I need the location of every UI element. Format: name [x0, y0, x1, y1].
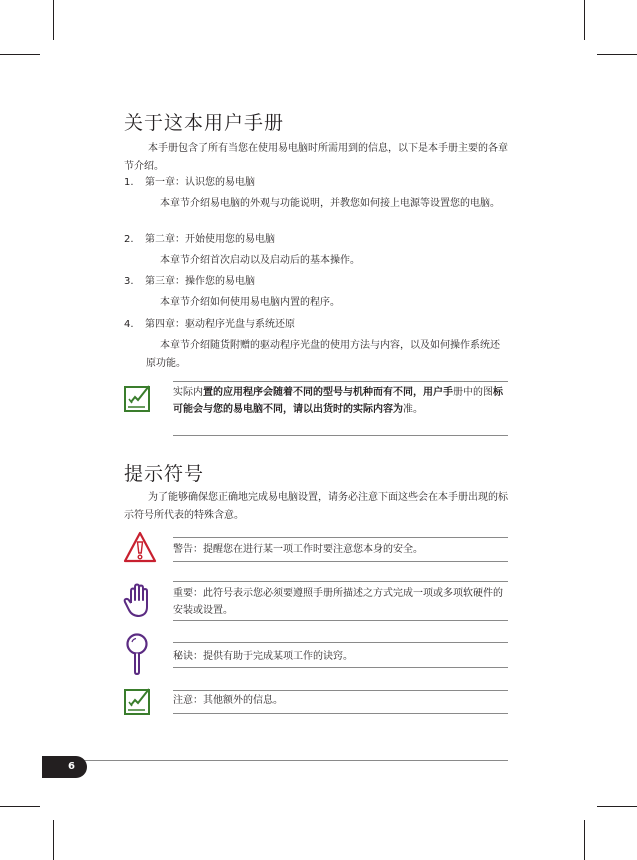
about-intro: 本手册包含了所有当您在使用易电脑时所需用到的信息，以下是本手册主要的各章节介绍。	[124, 143, 508, 172]
chapter-desc: 本章节介绍易电脑的外观与功能说明，并教您如何接上电源等设置您的电脑。	[160, 198, 500, 209]
crop-mark	[597, 806, 637, 807]
crop-mark	[0, 806, 40, 807]
symbol-text: 秘诀：提供有助于完成某项工作的诀窍。	[173, 651, 353, 662]
page-number: 6	[42, 756, 87, 778]
chapter-desc: 本章节介绍如何使用易电脑内置的程序。	[160, 297, 340, 308]
chapter-title: 第三章：操作您的易电脑	[145, 276, 255, 287]
chapter-item	[124, 231, 508, 249]
magnifier-icon	[124, 632, 152, 676]
symbol-text: 警告：提醒您在进行某一项工作时要注意您本身的安全。	[173, 544, 423, 555]
chapter-desc: 本章节介绍首次启动以及启动后的基本操作。	[160, 255, 360, 266]
divider	[173, 435, 508, 436]
symbol-text: 重要：此符号表示您必须要遵照手册所描述之方式完成一项或多项软硬件的安装或设置。	[173, 588, 503, 616]
crop-mark	[0, 54, 40, 55]
divider	[173, 537, 508, 538]
divider	[173, 642, 508, 643]
crop-mark	[584, 820, 585, 860]
divider	[173, 581, 508, 582]
divider	[173, 561, 508, 562]
note-text: 实际内置的应用程序会随着不同的型号与机种而有不同，用户手册中的图标可能会与您的易电脑不同，请以出货时的实际内容为准。	[173, 387, 503, 415]
section-title-about: 关于这本用户手册	[124, 112, 285, 134]
chapter-number: 3.	[124, 276, 134, 287]
symbols-intro: 为了能够确保您正确地完成易电脑设置，请务必注意下面这些会在本手册出现的标示符号所代表的特殊含意。	[124, 492, 508, 521]
hand-icon	[123, 581, 153, 621]
chapter-title: 第四章：驱动程序光盘与系统还原	[145, 319, 295, 330]
section-title-symbols: 提示符号	[124, 463, 205, 485]
crop-mark	[584, 0, 585, 40]
divider	[173, 381, 508, 382]
chapter-number: 1.	[124, 177, 134, 188]
chapter-desc: 本章节介绍随货附赠的驱动程序光盘的使用方法与内容，以及如何操作系统还原功能。	[146, 340, 500, 369]
divider	[173, 690, 508, 691]
note-icon	[123, 686, 153, 716]
chapter-number: 2.	[124, 234, 134, 245]
chapter-item	[124, 273, 508, 291]
chapter-title: 第一章：认识您的易电脑	[145, 177, 255, 188]
chapter-title: 第二章：开始使用您的易电脑	[145, 234, 275, 245]
note-icon	[123, 383, 153, 413]
symbol-text: 注意：其他额外的信息。	[173, 695, 283, 706]
chapter-item	[124, 174, 508, 192]
crop-mark	[597, 54, 637, 55]
chapter-item	[124, 316, 508, 334]
divider	[173, 620, 508, 621]
warning-icon	[123, 530, 157, 566]
divider	[173, 713, 508, 714]
crop-mark	[53, 820, 54, 860]
footer-rule	[84, 760, 508, 761]
chapter-number: 4.	[124, 319, 134, 330]
crop-mark	[53, 0, 54, 40]
divider	[173, 667, 508, 668]
